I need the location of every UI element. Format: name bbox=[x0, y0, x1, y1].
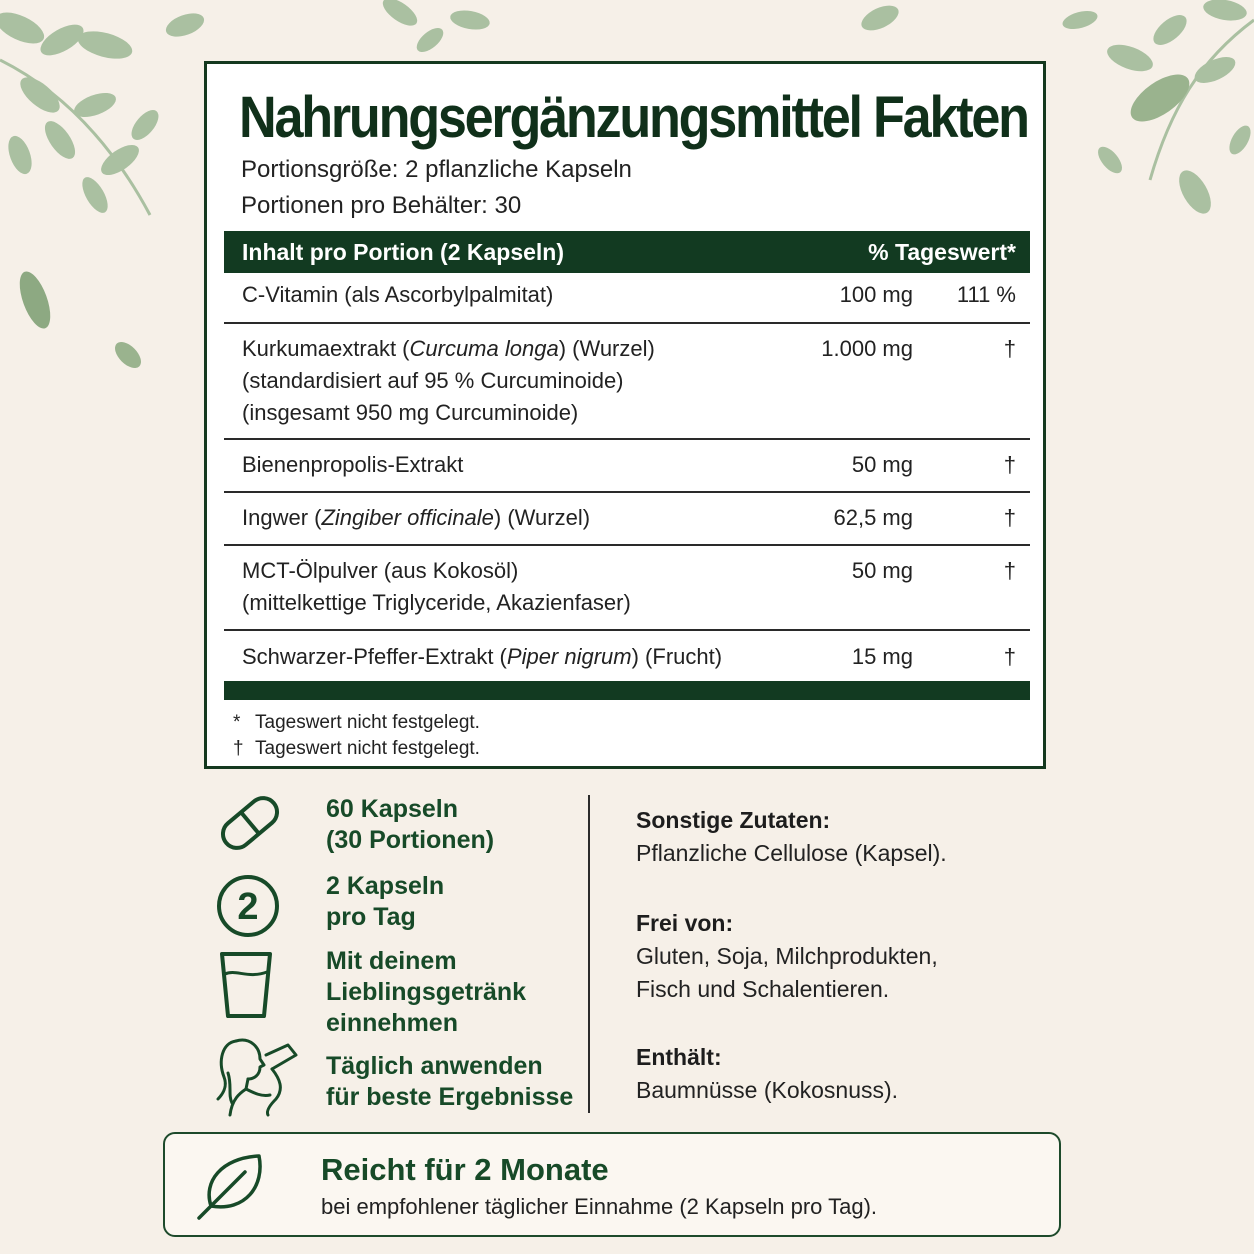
ingredient-amount: 1.000 mg bbox=[821, 336, 913, 361]
table-header bbox=[224, 231, 1030, 273]
ingredient-name: Ingwer (Zingiber officinale) (Wurzel) bbox=[242, 505, 591, 530]
header-daily-value: % Tageswert* bbox=[868, 239, 1016, 265]
ingredient-name: MCT-Ölpulver (aus Kokosöl) (mittelkettige Triglyceride, Akazienfaser) bbox=[242, 555, 631, 619]
table-row bbox=[224, 273, 1030, 324]
ingredient-daily-value: † bbox=[1003, 336, 1016, 361]
ingredient-name: Bienenpropolis-Extrakt bbox=[242, 452, 464, 477]
servings-per-container: Portionen pro Behälter: 30 bbox=[241, 192, 522, 219]
ingredient-daily-value: † bbox=[1003, 558, 1016, 583]
woman-drinking-icon bbox=[210, 1033, 306, 1117]
ingredient-detail: (insgesamt 950 mg Curcuminoide) bbox=[242, 400, 579, 425]
free-from-label: Frei von: bbox=[636, 910, 734, 936]
other-ingredients bbox=[636, 804, 947, 870]
contains bbox=[636, 1041, 898, 1107]
table-row bbox=[224, 546, 1030, 631]
contains-label: Enthält: bbox=[636, 1044, 722, 1070]
svg-text:2: 2 bbox=[237, 886, 259, 928]
table-row bbox=[224, 493, 1030, 546]
serving-size: Portionsgröße: 2 pflanzliche Kapseln bbox=[241, 156, 632, 183]
other-ingredients-label: Sonstige Zutaten: bbox=[636, 807, 831, 833]
table-row bbox=[224, 631, 1030, 681]
contains-value: Baumnüsse (Kokosnuss). bbox=[636, 1077, 899, 1103]
ingredient-amount: 50 mg bbox=[851, 558, 913, 583]
ingredient-name: Schwarzer-Pfeffer-Extrakt (Piper nigrum) (Frucht) bbox=[242, 644, 723, 669]
leaf-icon bbox=[195, 1148, 275, 1222]
table-row bbox=[224, 440, 1030, 493]
footnote: * Tageswert nicht festgelegt. bbox=[233, 712, 480, 733]
facts-title: Nahrungsergänzungsmittel Fakten bbox=[239, 85, 1028, 150]
glass-icon bbox=[218, 950, 274, 1020]
free-from bbox=[636, 907, 938, 1006]
number-two-circle-icon bbox=[215, 873, 281, 939]
ingredient-amount: 100 mg bbox=[839, 282, 913, 307]
ingredient-daily-value: 111 % bbox=[956, 282, 1016, 307]
supplement-facts-panel bbox=[204, 61, 1046, 769]
info-daily-use: Täglich anwenden für beste Ergebnisse bbox=[326, 1052, 574, 1111]
table-footer-bar bbox=[224, 681, 1030, 700]
ingredient-detail: (standardisiert auf 95 % Curcuminoide) bbox=[242, 368, 624, 393]
ingredient-amount: 62,5 mg bbox=[833, 505, 913, 530]
banner-subtitle: bei empfohlener täglicher Einnahme (2 Kapseln pro Tag). bbox=[321, 1194, 878, 1219]
info-capsules-per-day: 2 Kapseln pro Tag bbox=[326, 872, 445, 931]
info-capsule-count: 60 Kapseln (30 Portionen) bbox=[326, 795, 495, 854]
banner-title: Reicht für 2 Monate bbox=[321, 1152, 609, 1187]
info-take-with-drink: Mit deinem Lieblingsgetränk einnehmen bbox=[326, 947, 527, 1037]
ingredient-name: Kurkumaextrakt (Curcuma longa) (Wurzel) (standardisiert auf 95 % Curcuminoide) (insgesamt 950 mg Curcuminoide) bbox=[242, 333, 655, 429]
ingredient-daily-value: † bbox=[1003, 452, 1016, 477]
ingredient-detail: (mittelkettige Triglyceride, Akazienfaser) bbox=[242, 590, 631, 615]
free-from-value: Gluten, Soja, Milchprodukten, Fisch und Schalentieren. bbox=[636, 943, 938, 1002]
header-content-per-serving: Inhalt pro Portion (2 Kapseln) bbox=[242, 239, 565, 265]
other-ingredients-value: Pflanzliche Cellulose (Kapsel). bbox=[636, 840, 947, 866]
vertical-divider bbox=[588, 795, 590, 1113]
table-row bbox=[224, 324, 1030, 440]
ingredient-amount: 50 mg bbox=[851, 452, 913, 477]
ingredient-amount: 15 mg bbox=[851, 644, 913, 669]
duration-banner bbox=[163, 1132, 1061, 1237]
footnote: † Tageswert nicht festgelegt. bbox=[233, 738, 480, 759]
capsule-icon bbox=[215, 790, 285, 856]
ingredient-name: C-Vitamin (als Ascorbylpalmitat) bbox=[242, 282, 554, 307]
ingredient-daily-value: † bbox=[1003, 505, 1016, 530]
ingredient-daily-value: † bbox=[1003, 644, 1016, 669]
